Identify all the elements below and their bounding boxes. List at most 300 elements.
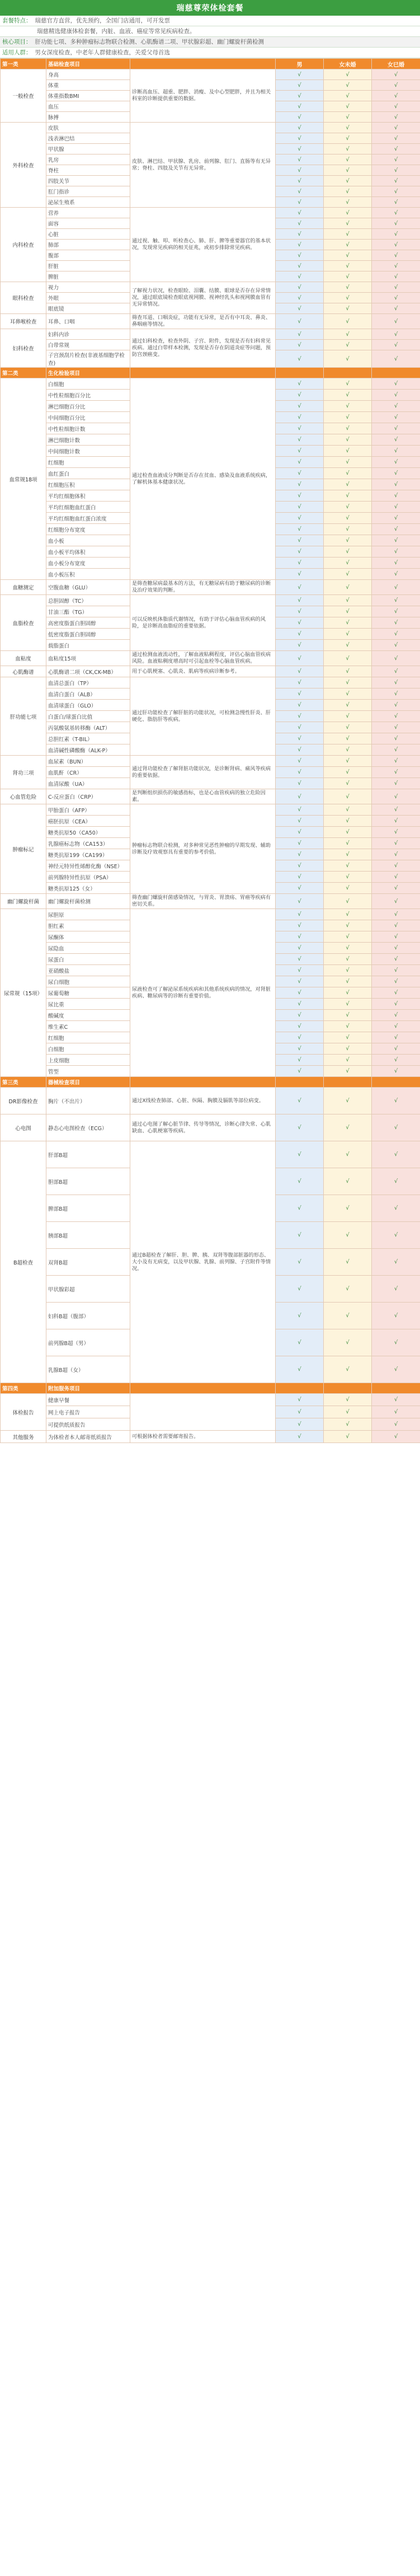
- check-female-married: √: [372, 1066, 420, 1077]
- check-female-married: √: [372, 123, 420, 133]
- check-female-married: √: [372, 546, 420, 558]
- check-female-married: √: [372, 849, 420, 860]
- info-row: [0, 48, 420, 58]
- check-female-married: √: [372, 293, 420, 303]
- check-female-married: √: [372, 778, 420, 789]
- check-female-unmarried: √: [324, 954, 372, 965]
- check-male: √: [276, 434, 324, 446]
- item-cell: 甲状腺: [46, 144, 130, 154]
- category-cell: DR影像检查: [1, 1088, 46, 1114]
- check-female-married: √: [372, 524, 420, 535]
- item-cell: 淋巴细胞百分比: [46, 401, 130, 412]
- item-cell: 尿胆原: [46, 909, 130, 920]
- check-male: √: [276, 838, 324, 849]
- check-female-married: √: [372, 677, 420, 689]
- item-cell: 神经元特异性烯醇化酶（NSE）: [46, 860, 130, 872]
- item-cell: 面容: [46, 218, 130, 229]
- check-female-married: √: [372, 558, 420, 569]
- check-female-married: √: [372, 1195, 420, 1222]
- check-male: √: [276, 640, 324, 651]
- check-female-unmarried: √: [324, 617, 372, 629]
- description-cell: 可以反映机体脂质代谢情况，有助于评估心脑血管疾病的风险，是诊断高血脂症的重要依据。: [130, 595, 276, 651]
- check-female-unmarried: √: [324, 640, 372, 651]
- check-female-unmarried: √: [324, 1394, 372, 1406]
- info-value: 男女深度检查，中老年人群健康检查，关爱父母首选: [35, 49, 170, 56]
- table-row: [1, 894, 420, 909]
- description-cell: 通过视、触、叩、听检查心、肺、肝、脾等重要器官的基本状况，发现常见疾病的相关征兆，或初步排除常见疾病。: [130, 208, 276, 282]
- description-cell: 通过妇科检查，检查外阴、子宫、附件，发现是否有妇科常见疾病。通过白带样本检测，发现是否存在阴道炎症等问题，预防宫颈癌变。: [130, 329, 276, 368]
- check-female-married: √: [372, 434, 420, 446]
- check-female-unmarried: √: [324, 197, 372, 208]
- check-female-unmarried: √: [324, 434, 372, 446]
- check-female-married: √: [372, 479, 420, 490]
- item-cell: 体重指数BMI: [46, 91, 130, 101]
- check-female-married: √: [372, 999, 420, 1010]
- check-female-married: √: [372, 1055, 420, 1066]
- item-cell: 脾部B超: [46, 1195, 130, 1222]
- check-female-unmarried: √: [324, 165, 372, 176]
- section-header: [1, 1383, 420, 1394]
- item-cell: 高密度脂蛋白胆固醇: [46, 617, 130, 629]
- check-male: √: [276, 1141, 324, 1168]
- item-cell: 子宫颈刮片检查(非液基细胞学检查): [46, 350, 130, 368]
- item-cell: 尿酮体: [46, 931, 130, 943]
- page-title: 瑞慈尊荣体检套餐: [0, 0, 420, 16]
- item-cell: 血清尿酸（UA）: [46, 778, 130, 789]
- check-male: √: [276, 894, 324, 909]
- check-male: √: [276, 744, 324, 756]
- table-row: [1, 314, 420, 329]
- check-female-unmarried: √: [324, 329, 372, 340]
- check-female-unmarried: √: [324, 711, 372, 722]
- check-male: √: [276, 176, 324, 186]
- check-male: √: [276, 954, 324, 965]
- check-female-married: √: [372, 186, 420, 197]
- item-cell: 总胆红素（T-BIL）: [46, 733, 130, 744]
- check-female-unmarried: √: [324, 1356, 372, 1383]
- check-male: √: [276, 513, 324, 524]
- check-male: √: [276, 931, 324, 943]
- check-female-unmarried: √: [324, 767, 372, 778]
- check-female-unmarried: √: [324, 1406, 372, 1418]
- check-female-married: √: [372, 722, 420, 733]
- check-male: √: [276, 1021, 324, 1032]
- check-male: √: [276, 91, 324, 101]
- check-female-married: √: [372, 931, 420, 943]
- check-male: √: [276, 303, 324, 314]
- check-female-married: √: [372, 229, 420, 240]
- item-cell: 白细胞: [46, 378, 130, 390]
- col-female-unmarried-header: [324, 368, 372, 378]
- item-cell: 胸片（不出片）: [46, 1088, 130, 1114]
- check-female-unmarried: √: [324, 80, 372, 91]
- info-key: [0, 26, 36, 36]
- section-header: [1, 59, 420, 69]
- check-male: √: [276, 468, 324, 479]
- check-female-married: √: [372, 976, 420, 987]
- check-male: √: [276, 546, 324, 558]
- info-row: [0, 26, 420, 37]
- check-female-married: √: [372, 711, 420, 722]
- check-female-married: √: [372, 271, 420, 282]
- check-female-married: √: [372, 1010, 420, 1021]
- check-female-unmarried: √: [324, 827, 372, 838]
- check-male: √: [276, 457, 324, 468]
- item-cell: 乳腺B超（女）: [46, 1356, 130, 1383]
- check-female-married: √: [372, 1114, 420, 1141]
- section-header: [1, 1077, 420, 1088]
- section-name: 生化检验项目: [46, 368, 130, 378]
- check-female-married: √: [372, 872, 420, 883]
- check-female-married: √: [372, 457, 420, 468]
- category-cell: 肿瘤标记: [1, 804, 46, 894]
- description-cell: 通过心电图了解心脏节律、传导等情况，诊断心律失常、心肌缺血、心肌梗塞等疾病。: [130, 1114, 276, 1141]
- check-female-unmarried: √: [324, 340, 372, 350]
- check-female-married: √: [372, 767, 420, 778]
- check-male: √: [276, 524, 324, 535]
- category-cell: 妇科检查: [1, 329, 46, 368]
- check-male: √: [276, 1418, 324, 1431]
- item-cell: 眼底镜: [46, 303, 130, 314]
- check-female-married: √: [372, 1406, 420, 1418]
- check-male: √: [276, 1168, 324, 1195]
- check-female-unmarried: √: [324, 91, 372, 101]
- check-female-married: √: [372, 569, 420, 580]
- check-male: √: [276, 756, 324, 767]
- category-cell: 心电图: [1, 1114, 46, 1141]
- check-male: √: [276, 1032, 324, 1043]
- item-cell: 体重: [46, 80, 130, 91]
- category-cell: 眼科检查: [1, 282, 46, 314]
- check-female-unmarried: √: [324, 1249, 372, 1276]
- check-female-married: √: [372, 80, 420, 91]
- check-female-married: √: [372, 1431, 420, 1443]
- check-female-unmarried: √: [324, 282, 372, 293]
- check-female-married: √: [372, 401, 420, 412]
- check-female-unmarried: √: [324, 303, 372, 314]
- check-male: √: [276, 340, 324, 350]
- check-female-married: √: [372, 535, 420, 546]
- item-cell: 血小板分布宽度: [46, 558, 130, 569]
- check-male: √: [276, 1055, 324, 1066]
- check-female-married: √: [372, 69, 420, 80]
- item-cell: 红细胞分布宽度: [46, 524, 130, 535]
- check-female-married: √: [372, 240, 420, 250]
- check-male: √: [276, 154, 324, 165]
- check-female-unmarried: √: [324, 700, 372, 711]
- check-female-married: √: [372, 390, 420, 401]
- check-female-married: √: [372, 838, 420, 849]
- check-female-unmarried: √: [324, 1055, 372, 1066]
- item-cell: 平均红细胞血红蛋白浓度: [46, 513, 130, 524]
- check-male: √: [276, 144, 324, 154]
- section-header: [1, 368, 420, 378]
- check-male: √: [276, 733, 324, 744]
- check-female-married: √: [372, 165, 420, 176]
- check-female-unmarried: √: [324, 1195, 372, 1222]
- check-female-unmarried: √: [324, 390, 372, 401]
- check-female-unmarried: √: [324, 468, 372, 479]
- check-male: √: [276, 827, 324, 838]
- item-cell: 糖类抗原125（女）: [46, 883, 130, 894]
- check-female-married: √: [372, 423, 420, 434]
- check-male: √: [276, 133, 324, 144]
- table-row: [1, 378, 420, 390]
- check-male: √: [276, 250, 324, 261]
- category-cell: 内科检查: [1, 208, 46, 282]
- item-cell: 脾脏: [46, 271, 130, 282]
- check-female-unmarried: √: [324, 804, 372, 816]
- category-cell: 血脂检查: [1, 595, 46, 651]
- item-cell: 心脏: [46, 229, 130, 240]
- check-male: √: [276, 390, 324, 401]
- table-row: [1, 208, 420, 218]
- check-male: √: [276, 1276, 324, 1303]
- check-female-unmarried: √: [324, 689, 372, 700]
- check-male: √: [276, 558, 324, 569]
- check-female-married: √: [372, 666, 420, 677]
- check-male: √: [276, 700, 324, 711]
- check-female-married: √: [372, 218, 420, 229]
- check-male: √: [276, 1303, 324, 1329]
- check-male: √: [276, 872, 324, 883]
- check-male: √: [276, 965, 324, 976]
- category-cell: 血粘度: [1, 651, 46, 666]
- category-cell: 幽门螺旋杆菌: [1, 894, 46, 909]
- info-block: [0, 16, 420, 58]
- description-cell: 了解视力状况，检查眼睑、泪囊、结膜、眼球是否存在异常情况，通过眼底镜检查眼底视网膜、视神经乳头和视网膜血管有无异常情况。: [130, 282, 276, 314]
- check-male: √: [276, 666, 324, 677]
- check-male: √: [276, 987, 324, 999]
- description-cell: 尿液检查可了解泌尿系统疾病和其他系统疾病的情况，对肾脏疾病、糖尿病等的诊断有重要价值。: [130, 909, 276, 1077]
- check-female-unmarried: √: [324, 744, 372, 756]
- section-label: 第三类: [1, 1077, 46, 1088]
- check-male: √: [276, 401, 324, 412]
- item-cell: 血粘度15项: [46, 651, 130, 666]
- check-female-married: √: [372, 1329, 420, 1356]
- table-row: [1, 123, 420, 133]
- check-female-unmarried: √: [324, 677, 372, 689]
- table-row: [1, 329, 420, 340]
- check-male: √: [276, 165, 324, 176]
- item-cell: 乳房: [46, 154, 130, 165]
- check-female-married: √: [372, 804, 420, 816]
- check-male: √: [276, 479, 324, 490]
- item-cell: 心肌酶谱二项（CK,CK-MB）: [46, 666, 130, 677]
- check-female-unmarried: √: [324, 1114, 372, 1141]
- check-female-unmarried: √: [324, 229, 372, 240]
- table-row: [1, 1141, 420, 1168]
- category-cell: 心血管危险: [1, 789, 46, 804]
- check-female-unmarried: √: [324, 112, 372, 123]
- check-female-unmarried: √: [324, 1010, 372, 1021]
- check-male: √: [276, 580, 324, 595]
- item-cell: 甲状腺彩超: [46, 1276, 130, 1303]
- check-female-married: √: [372, 883, 420, 894]
- check-female-married: √: [372, 197, 420, 208]
- table-row: [1, 595, 420, 606]
- check-female-married: √: [372, 920, 420, 931]
- check-male: √: [276, 976, 324, 987]
- check-female-married: √: [372, 965, 420, 976]
- check-male: √: [276, 80, 324, 91]
- check-female-unmarried: √: [324, 756, 372, 767]
- check-female-married: √: [372, 689, 420, 700]
- col-male-header: [276, 368, 324, 378]
- check-female-married: √: [372, 954, 420, 965]
- check-male: √: [276, 722, 324, 733]
- col-female-married-header: [372, 1077, 420, 1088]
- item-cell: 红细胞: [46, 1032, 130, 1043]
- check-female-married: √: [372, 1303, 420, 1329]
- check-male: √: [276, 229, 324, 240]
- item-cell: 为体检者本人邮寄纸质报告: [46, 1431, 130, 1443]
- check-female-married: √: [372, 629, 420, 640]
- description-cell: 通过检查血液成分判断是否存在贫血、感染及血液系统疾病，了解机体基本健康状况。: [130, 378, 276, 580]
- description-cell: 通过肾功能检查了解肾脏功能状况，是诊断肾病、痛风等疾病的重要依据。: [130, 756, 276, 789]
- check-female-married: √: [372, 1141, 420, 1168]
- check-female-unmarried: √: [324, 1088, 372, 1114]
- col-male-header: 男: [276, 59, 324, 69]
- check-male: √: [276, 490, 324, 502]
- item-cell: 红细胞: [46, 457, 130, 468]
- section-name: 器械检查项目: [46, 1077, 130, 1088]
- item-cell: 静态心电图检查（ECG）: [46, 1114, 130, 1141]
- section-name: 基础检查项目: [46, 59, 130, 69]
- info-row: [0, 37, 420, 48]
- check-female-unmarried: √: [324, 733, 372, 744]
- check-female-unmarried: √: [324, 999, 372, 1010]
- check-male: √: [276, 197, 324, 208]
- item-cell: 中性粒细胞计数: [46, 423, 130, 434]
- check-female-unmarried: √: [324, 778, 372, 789]
- item-cell: 糖类抗原50（CA50）: [46, 827, 130, 838]
- item-cell: 双肾B超: [46, 1249, 130, 1276]
- item-cell: 中间细胞百分比: [46, 412, 130, 423]
- description-cell: 筛查幽门螺旋杆菌感染情况，与胃炎、胃溃疡、胃癌等疾病有密切关系。: [130, 894, 276, 909]
- check-female-unmarried: √: [324, 558, 372, 569]
- check-female-married: √: [372, 329, 420, 340]
- check-female-unmarried: √: [324, 314, 372, 329]
- check-female-unmarried: √: [324, 423, 372, 434]
- item-cell: 血尿素（BUN）: [46, 756, 130, 767]
- check-male: √: [276, 1088, 324, 1114]
- check-female-unmarried: √: [324, 546, 372, 558]
- item-cell: 可提供纸质报告: [46, 1418, 130, 1431]
- check-female-unmarried: √: [324, 271, 372, 282]
- table-row: [1, 580, 420, 595]
- item-cell: 前列腺特异性抗原（PSA）: [46, 872, 130, 883]
- check-female-unmarried: √: [324, 101, 372, 112]
- item-cell: 尿比重: [46, 999, 130, 1010]
- item-cell: 载脂蛋白: [46, 640, 130, 651]
- check-female-unmarried: √: [324, 218, 372, 229]
- description-cell: 用于心肌梗塞、心肌炎、肌病等疾病诊断参考。: [130, 666, 276, 677]
- description-cell: 通过X线检查肺部、心脏、纵隔、胸膜及膈肌等部位病变。: [130, 1088, 276, 1114]
- check-male: √: [276, 1195, 324, 1222]
- check-female-married: √: [372, 733, 420, 744]
- check-female-unmarried: √: [324, 176, 372, 186]
- item-cell: 浅表淋巴结: [46, 133, 130, 144]
- check-female-married: √: [372, 1168, 420, 1195]
- check-male: √: [276, 711, 324, 722]
- section-desc-header: [130, 59, 276, 69]
- table-row: [1, 677, 420, 689]
- section-desc-header: [130, 368, 276, 378]
- check-female-married: √: [372, 580, 420, 595]
- check-female-unmarried: √: [324, 909, 372, 920]
- check-male: √: [276, 569, 324, 580]
- check-female-unmarried: √: [324, 513, 372, 524]
- item-cell: 癌胚抗原（CEA）: [46, 816, 130, 827]
- col-female-married-header: [372, 1383, 420, 1394]
- check-female-unmarried: √: [324, 457, 372, 468]
- check-male: √: [276, 1043, 324, 1055]
- item-cell: 白带常规: [46, 340, 130, 350]
- check-male: √: [276, 218, 324, 229]
- item-cell: 尿葡萄糖: [46, 987, 130, 999]
- col-female-married-header: [372, 368, 420, 378]
- check-female-married: √: [372, 446, 420, 457]
- check-female-unmarried: √: [324, 412, 372, 423]
- check-female-married: √: [372, 943, 420, 954]
- category-cell: 血糖测定: [1, 580, 46, 595]
- item-cell: 血清球蛋白（GLO）: [46, 700, 130, 711]
- checkup-table: [0, 58, 420, 1443]
- description-cell: 可根据体检者需要邮寄报告。: [130, 1431, 276, 1443]
- col-female-unmarried-header: [324, 1383, 372, 1394]
- check-female-married: √: [372, 860, 420, 872]
- check-female-married: √: [372, 1394, 420, 1406]
- check-female-married: √: [372, 606, 420, 617]
- section-label: 第一类: [1, 59, 46, 69]
- check-female-unmarried: √: [324, 446, 372, 457]
- description-cell: 通过肝功能检查了解肝脏的功能状况，可检测急慢性肝炎、肝硬化、脂肪肝等疾病。: [130, 677, 276, 756]
- check-male: √: [276, 282, 324, 293]
- check-female-unmarried: √: [324, 144, 372, 154]
- col-male-header: [276, 1077, 324, 1088]
- check-female-unmarried: √: [324, 1021, 372, 1032]
- check-female-unmarried: √: [324, 1141, 372, 1168]
- check-female-unmarried: √: [324, 595, 372, 606]
- check-male: √: [276, 446, 324, 457]
- check-male: √: [276, 208, 324, 218]
- table-row: [1, 282, 420, 293]
- check-female-unmarried: √: [324, 502, 372, 513]
- check-female-married: √: [372, 154, 420, 165]
- check-female-unmarried: √: [324, 580, 372, 595]
- item-cell: 白细胞: [46, 1043, 130, 1055]
- item-cell: 血压: [46, 101, 130, 112]
- item-cell: 中间细胞计数: [46, 446, 130, 457]
- info-value: 肝功能七项、多种肿瘤标志物联合检测、心肌酶谱二项、甲状腺彩超、幽门螺旋杆菌检测: [35, 39, 264, 45]
- check-female-married: √: [372, 340, 420, 350]
- check-male: √: [276, 502, 324, 513]
- check-female-married: √: [372, 827, 420, 838]
- check-female-married: √: [372, 1088, 420, 1114]
- check-female-unmarried: √: [324, 987, 372, 999]
- item-cell: 四肢关节: [46, 176, 130, 186]
- item-cell: 健康早餐: [46, 1394, 130, 1406]
- check-male: √: [276, 789, 324, 804]
- item-cell: 亚硝酸盐: [46, 965, 130, 976]
- col-female-unmarried-header: 女未婚: [324, 59, 372, 69]
- category-cell: 尿常规（15项）: [1, 909, 46, 1077]
- check-female-married: √: [372, 261, 420, 271]
- col-female-married-header: 女已婚: [372, 59, 420, 69]
- check-male: √: [276, 860, 324, 872]
- check-male: √: [276, 943, 324, 954]
